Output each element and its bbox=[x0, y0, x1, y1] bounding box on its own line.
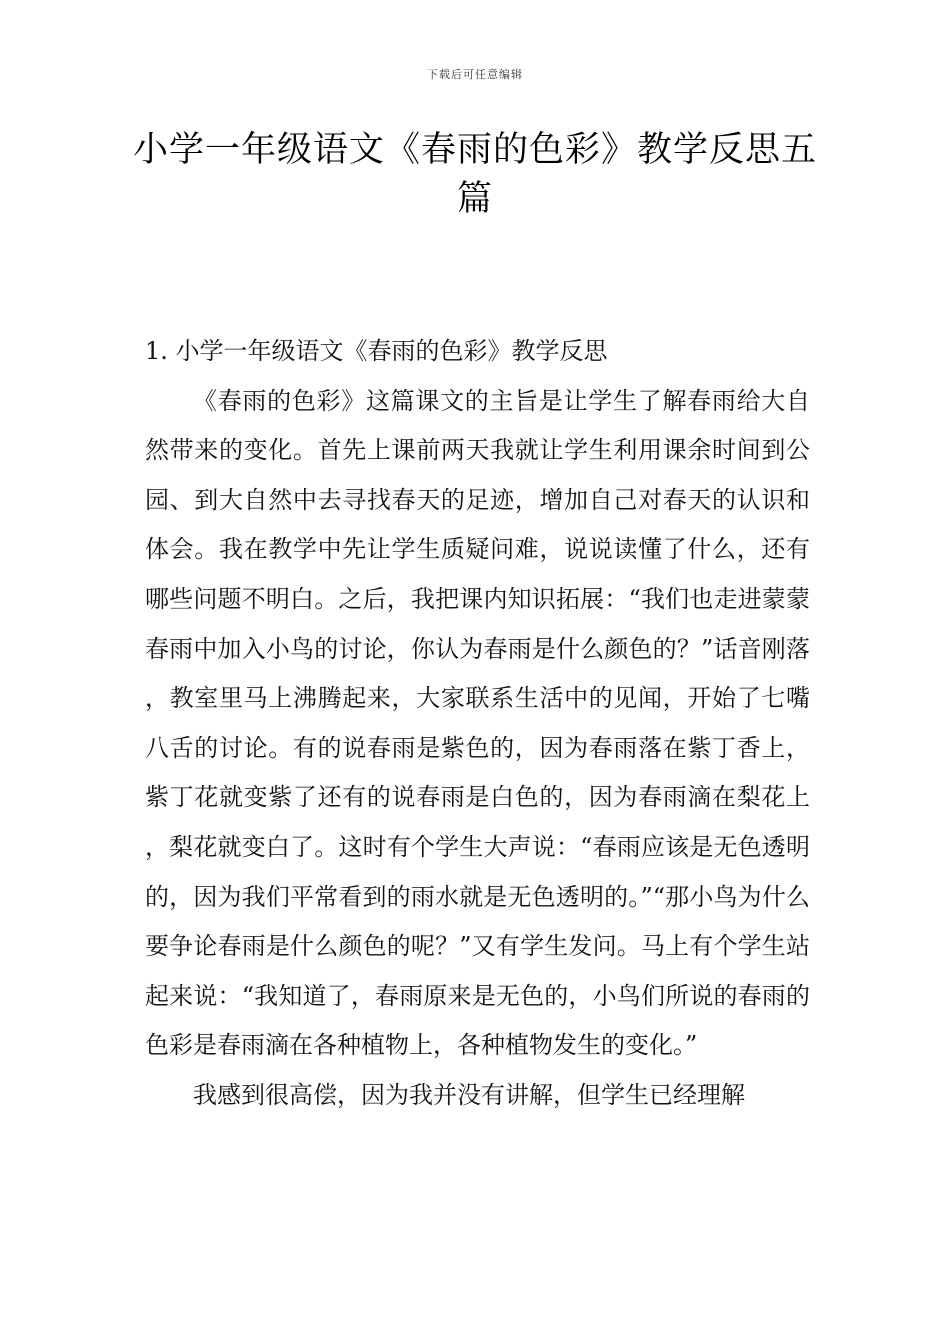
paragraph-1: 《春雨的色彩》这篇课文的主旨是让学生了解春雨给大自然带来的变化。首先上课前两天我就让学生利用课余时间到公园、到大自然中去寻找春天的足迹，增加自己对春天的认识和体会。我在教学中先让学生质疑问难，说说读懂了什么，还有哪些问题不明白。之后，我把课内知识拓展：“我们也走进蒙蒙春雨中加入小鸟的讨论，你认为春雨是什么颜色的？”话音刚落，教室里马上沸腾起来，大家联系生活中的见闻，开始了七嘴八舌的讨论。有的说春雨是紫色的，因为春雨落在紫丁香上，紫丁花就变紫了还有的说春雨是白色的，因为春雨滴在梨花上，梨花就变白了。这时有个学生大声说：“春雨应该是无色透明的，因为我们平常看到的雨水就是无色透明的。”“那小鸟为什么要争论春雨是什么颜色的呢？”又有学生发问。马上有个学生站起来说：“我知道了，春雨原来是无色的，小鸟们所说的春雨的色彩是春雨滴在各种植物上，各种植物发生的变化。” bbox=[145, 386, 810, 1060]
document-body bbox=[145, 327, 810, 1121]
paragraph-2: 我感到很高偿，因为我并没有讲解，但学生已经理解 bbox=[193, 1080, 745, 1109]
section-heading: 1. 小学一年级语文《春雨的色彩》教学反思 bbox=[145, 337, 608, 365]
document-title: 小学一年级语文《春雨的色彩》教学反思五篇 bbox=[132, 130, 817, 219]
header-note: 下载后可任意编辑 bbox=[427, 68, 523, 81]
